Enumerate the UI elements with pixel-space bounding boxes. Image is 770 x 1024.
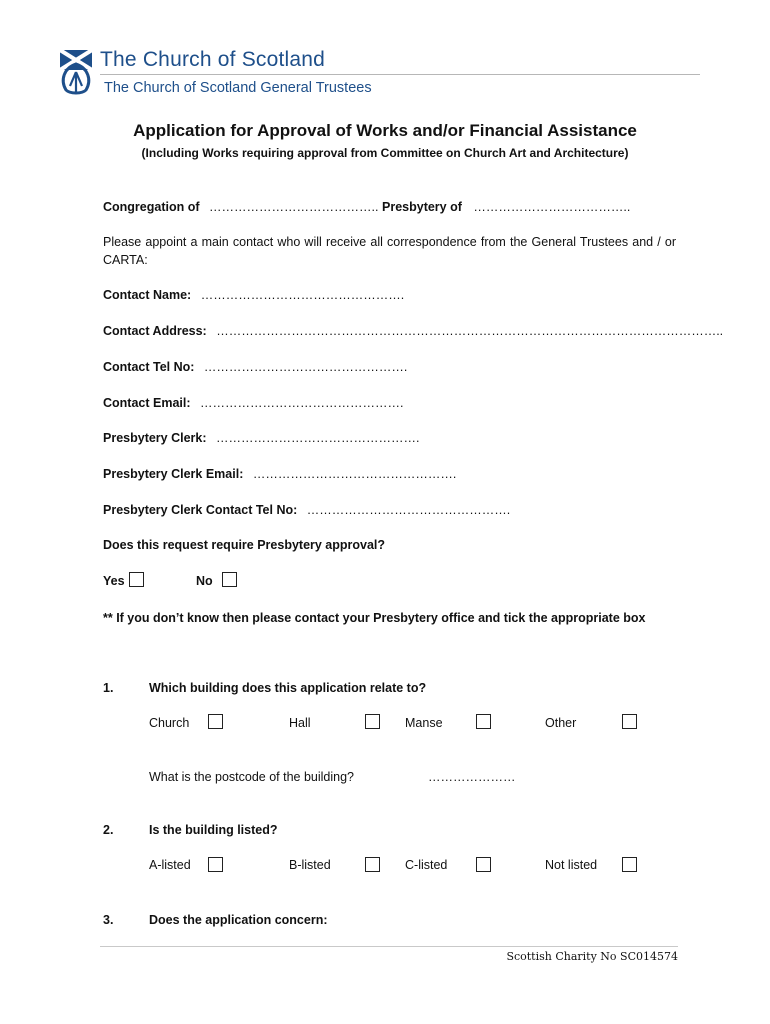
presbytery-input[interactable]: ……………………………….. bbox=[473, 200, 631, 214]
no-label: No bbox=[196, 574, 213, 588]
contact-name-input[interactable]: …………………………………………. bbox=[200, 288, 405, 302]
q1-number: 1. bbox=[103, 681, 114, 695]
option-other-checkbox[interactable] bbox=[622, 714, 637, 729]
congregation-label: Congregation of bbox=[103, 200, 200, 214]
postcode-label: What is the postcode of the building? bbox=[149, 770, 354, 784]
option-not-listed-checkbox[interactable] bbox=[622, 857, 637, 872]
presbytery-note: ** If you don’t know then please contact your Presbytery office and tick the appropriate box bbox=[103, 611, 646, 625]
presbytery-clerk-email-label: Presbytery Clerk Email: bbox=[103, 467, 244, 481]
organization-name: The Church of Scotland bbox=[100, 48, 326, 71]
option-church-checkbox[interactable] bbox=[208, 714, 223, 729]
contact-address-label: Contact Address: bbox=[103, 324, 207, 338]
option-manse-label: Manse bbox=[405, 716, 443, 730]
postcode-input[interactable]: ………………… bbox=[428, 770, 516, 784]
presbytery-label: Presbytery of bbox=[382, 200, 462, 214]
option-manse-checkbox[interactable] bbox=[476, 714, 491, 729]
congregation-input[interactable]: ………………………………….. bbox=[209, 200, 379, 214]
congregation-field[interactable] bbox=[103, 200, 378, 214]
presbytery-clerk-tel-field[interactable] bbox=[103, 503, 510, 517]
church-of-scotland-logo bbox=[56, 50, 96, 98]
presbytery-clerk-label: Presbytery Clerk: bbox=[103, 431, 207, 445]
organization-subtitle: The Church of Scotland General Trustees bbox=[104, 80, 372, 96]
contact-address-input[interactable]: ………………………………………………………………………………………………………….. bbox=[216, 324, 724, 338]
option-not-listed-label: Not listed bbox=[545, 858, 598, 872]
form-subtitle: (Including Works requiring approval from Committee on Church Art and Architecture) bbox=[141, 146, 629, 160]
form-title: Application for Approval of Works and/or Financial Assistance bbox=[133, 121, 637, 140]
presbytery-clerk-email-input[interactable]: …………………………………………. bbox=[252, 467, 457, 481]
q3-number: 3. bbox=[103, 913, 114, 927]
presbytery-clerk-input[interactable]: …………………………………………. bbox=[216, 431, 420, 445]
q2-number: 2. bbox=[103, 823, 114, 837]
presbytery-field[interactable] bbox=[382, 200, 630, 214]
option-a-listed-label: A-listed bbox=[149, 858, 191, 872]
option-a-listed-checkbox[interactable] bbox=[208, 857, 223, 872]
charity-number: Scottish Charity No SC014574 bbox=[506, 950, 678, 963]
contact-tel-input[interactable]: …………………………………………. bbox=[203, 360, 408, 374]
contact-address-field[interactable] bbox=[103, 324, 723, 338]
yes-checkbox[interactable] bbox=[129, 572, 144, 587]
contact-name-field[interactable] bbox=[103, 288, 404, 302]
q1-text: Which building does this application relate to? bbox=[149, 681, 427, 695]
option-b-listed-label: B-listed bbox=[289, 858, 331, 872]
contact-email-label: Contact Email: bbox=[103, 396, 191, 410]
presbytery-clerk-tel-input[interactable]: …………………………………………. bbox=[306, 503, 511, 517]
presbytery-clerk-email-field[interactable] bbox=[103, 467, 456, 481]
q2-text: Is the building listed? bbox=[149, 823, 278, 837]
yes-label: Yes bbox=[103, 574, 125, 588]
contact-email-field[interactable] bbox=[103, 396, 403, 410]
contact-name-label: Contact Name: bbox=[103, 288, 192, 302]
q3-text: Does the application concern: bbox=[149, 913, 328, 927]
presbytery-clerk-field[interactable] bbox=[103, 431, 420, 445]
contact-email-input[interactable]: …………………………………………. bbox=[200, 396, 404, 410]
contact-tel-field[interactable] bbox=[103, 360, 407, 374]
option-hall-label: Hall bbox=[289, 716, 311, 730]
no-checkbox[interactable] bbox=[222, 572, 237, 587]
footer-rule bbox=[100, 946, 678, 947]
option-c-listed-label: C-listed bbox=[405, 858, 448, 872]
option-b-listed-checkbox[interactable] bbox=[365, 857, 380, 872]
option-c-listed-checkbox[interactable] bbox=[476, 857, 491, 872]
contact-intro: Please appoint a main contact who will receive all correspondence from the General Trustees and / or CARTA: bbox=[103, 235, 676, 267]
option-other-label: Other bbox=[545, 716, 577, 730]
presbytery-approval-question: Does this request require Presbytery approval? bbox=[103, 538, 386, 552]
contact-tel-label: Contact Tel No: bbox=[103, 360, 195, 374]
option-hall-checkbox[interactable] bbox=[365, 714, 380, 729]
header-rule bbox=[100, 74, 700, 75]
option-church-label: Church bbox=[149, 716, 190, 730]
presbytery-clerk-tel-label: Presbytery Clerk Contact Tel No: bbox=[103, 503, 298, 517]
